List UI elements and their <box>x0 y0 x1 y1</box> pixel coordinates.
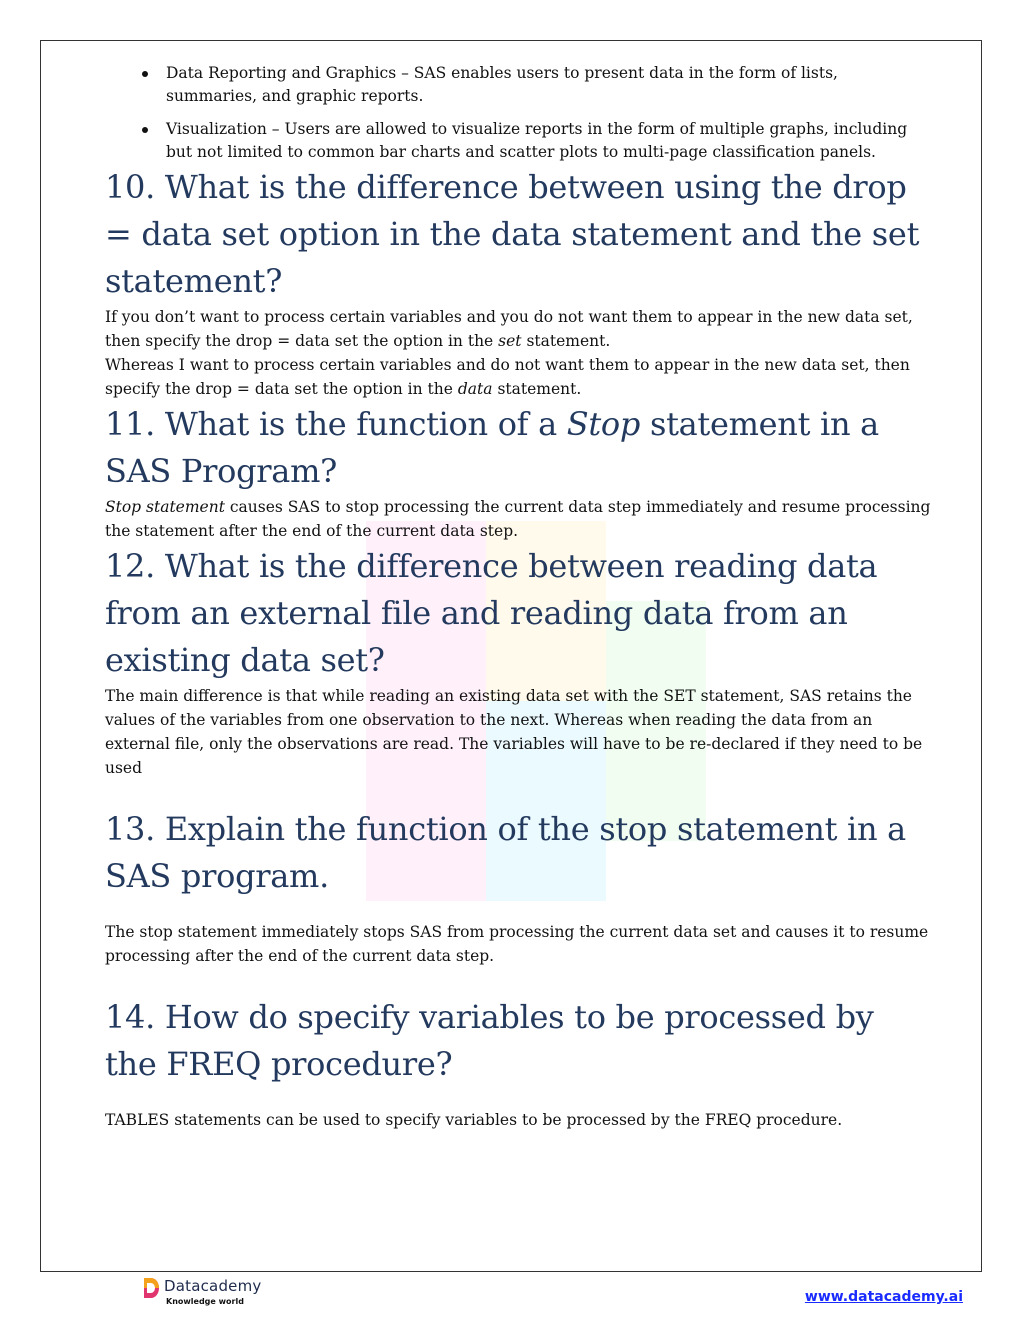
list-item: Visualization – Users are allowed to visualize reports in the form of multiple graphs, including but not limited to common bar charts and scatter plots to multi-page classification panels. <box>105 118 931 164</box>
feature-list <box>105 62 931 164</box>
question-11-answer: Stop statement causes SAS to stop processing the current data step immediately and resume processing the statement after the end of the current data step. <box>105 498 931 540</box>
question-13-heading: 13. Explain the function of the stop statement in a SAS program. <box>105 810 906 895</box>
datacademy-logo <box>142 1277 262 1317</box>
bullet-icon <box>142 127 148 133</box>
question-14-answer: TABLES statements can be used to specify variables to be processed by the FREQ procedure. <box>105 1111 843 1129</box>
question-10-answer-2: Whereas I want to process certain variables and do not want them to appear in the new data set, then specify the drop = data set the option in the data statement. <box>105 356 910 398</box>
question-12-heading: 12. What is the difference between reading data from an external file and reading data from an existing data set? <box>105 547 878 679</box>
logo-tagline: Knowledge world <box>166 1297 244 1306</box>
question-10-heading: 10. What is the difference between using the drop = data set option in the data statement and the set statement? <box>105 168 920 300</box>
bullet-icon <box>142 71 148 77</box>
question-13-answer: The stop statement immediately stops SAS from processing the current data set and causes it to resume processing after the end of the current data step. <box>105 923 929 965</box>
logo-mark-icon <box>142 1277 160 1299</box>
list-item: Data Reporting and Graphics – SAS enables users to present data in the form of lists, summaries, and graphic reports. <box>105 62 931 108</box>
document-body <box>105 62 931 1132</box>
question-10-answer-1: If you don’t want to process certain variables and you do not want them to appear in the new data set, then specify the drop = data set the option in the set statement. <box>105 308 913 350</box>
question-11-heading: 11. What is the function of a Stop statement in a SAS Program? <box>105 405 879 490</box>
website-link[interactable]: www.datacademy.ai <box>804 1289 963 1305</box>
logo-text: Datacademy <box>164 1277 262 1295</box>
question-14-heading: 14. How do specify variables to be processed by the FREQ procedure? <box>105 998 874 1083</box>
question-12-answer: The main difference is that while reading an existing data set with the SET statement, SAS retains the values of the variables from one observation to the next. Whereas when reading the data from an external file, only the observations are read. The variables will have to be re-declared if they need to be used <box>105 687 923 777</box>
